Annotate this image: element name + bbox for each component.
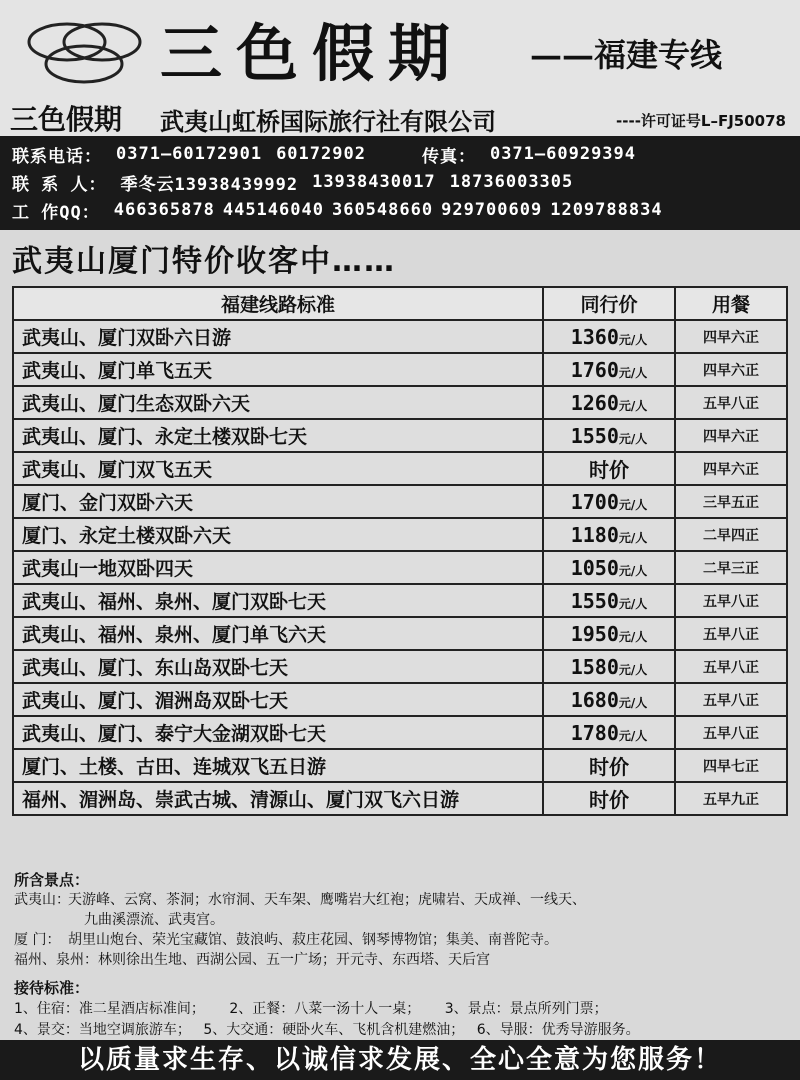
table-row xyxy=(13,518,787,551)
standard-attractions: 3、景点：景点所列门票； xyxy=(444,1001,608,1017)
route-price xyxy=(543,518,675,551)
price-value: 1360 xyxy=(570,324,619,349)
meal-plan: 五早九正 xyxy=(675,782,787,815)
price-unit: 元/人 xyxy=(618,398,648,413)
qq-line xyxy=(12,196,788,224)
standards-title: 接待标准： xyxy=(14,979,90,997)
table-row xyxy=(13,683,787,716)
route-name: 武夷山、厦门、永定土楼双卧七天 xyxy=(13,419,543,452)
route-price xyxy=(543,683,675,716)
price-value: 1180 xyxy=(570,522,619,547)
meal-plan: 五早八正 xyxy=(675,617,787,650)
route-name: 武夷山、厦门双飞五天 xyxy=(13,452,543,485)
xiamen-attractions: 胡里山炮台、荣光宝藏馆、鼓浪屿、菽庄花园、钢琴博物馆；集美、南普陀寺。 xyxy=(68,932,558,948)
three-circles-logo-icon xyxy=(22,18,142,88)
attraction-line-fuzhou-quanzhou xyxy=(14,950,794,970)
contact-box xyxy=(0,136,800,230)
price-value: 时价 xyxy=(589,755,629,779)
meal-plan: 五早八正 xyxy=(675,386,787,419)
table-row xyxy=(13,386,787,419)
price-unit: 元/人 xyxy=(618,497,648,512)
meal-column-header: 用餐 xyxy=(675,287,787,320)
contact-person: 季冬云13938439992 xyxy=(120,174,299,195)
price-value: 1700 xyxy=(570,489,619,514)
price-unit: 元/人 xyxy=(618,662,648,677)
header xyxy=(0,0,800,96)
meal-plan: 二早三正 xyxy=(675,551,787,584)
service-standards-section xyxy=(14,978,794,1041)
route-price xyxy=(543,749,675,782)
standard-long-transport: 5、大交通：硬卧火车、飞机含机建燃油； xyxy=(203,1022,465,1038)
route-rows xyxy=(13,320,787,815)
price-value: 1950 xyxy=(570,621,619,646)
table-row xyxy=(13,617,787,650)
route-price xyxy=(543,419,675,452)
meal-plan: 五早八正 xyxy=(675,584,787,617)
meal-plan: 四早六正 xyxy=(675,419,787,452)
standard-meals: 2、正餐：八菜一汤十人一桌； xyxy=(229,1001,421,1017)
route-price xyxy=(543,650,675,683)
qq-number-5: 1209788834 xyxy=(550,200,663,220)
price-unit: 元/人 xyxy=(618,728,648,743)
route-price xyxy=(543,353,675,386)
page-title: 三色假期 xyxy=(160,17,465,90)
price-unit: 元/人 xyxy=(618,365,648,380)
company-row xyxy=(0,96,800,136)
qq-label: 工 作QQ： xyxy=(12,202,100,223)
route-price xyxy=(543,584,675,617)
price-unit: 元/人 xyxy=(618,332,648,347)
price-value: 时价 xyxy=(589,458,629,482)
meal-plan: 四早七正 xyxy=(675,749,787,782)
mobile-number-2: 13938430017 xyxy=(312,172,436,192)
price-value: 1260 xyxy=(570,390,619,415)
route-name: 武夷山、厦门、东山岛双卧七天 xyxy=(13,650,543,683)
price-value: 1760 xyxy=(570,357,619,382)
meal-plan: 四早六正 xyxy=(675,320,787,353)
attractions-title: 所含景点： xyxy=(14,871,90,889)
promo-headline: 武夷山厦门特价收客中…… xyxy=(12,244,396,279)
table-row xyxy=(13,749,787,782)
phone-line xyxy=(12,140,788,168)
standards-line-2 xyxy=(14,1020,794,1041)
standard-guide: 6、导服：优秀导游服务。 xyxy=(476,1022,640,1038)
table-row xyxy=(13,485,787,518)
price-unit: 元/人 xyxy=(618,695,648,710)
route-name: 厦门、金门双卧六天 xyxy=(13,485,543,518)
meal-plan: 三早五正 xyxy=(675,485,787,518)
attraction-line-xiamen xyxy=(14,930,794,950)
table-row xyxy=(13,584,787,617)
fax-label: 传真： xyxy=(421,146,476,167)
meal-plan: 二早四正 xyxy=(675,518,787,551)
qq-number-4: 929700609 xyxy=(441,200,543,220)
route-price xyxy=(543,320,675,353)
route-price xyxy=(543,617,675,650)
phone-number-2: 60172902 xyxy=(276,144,366,164)
route-price xyxy=(543,782,675,815)
company-name: 武夷山虹桥国际旅行社有限公司 xyxy=(160,108,496,136)
table-row xyxy=(13,650,787,683)
table-row xyxy=(13,551,787,584)
route-name: 武夷山、厦门、湄洲岛双卧七天 xyxy=(13,683,543,716)
attraction-line-wuyi-cont: 九曲溪漂流、武夷宫。 xyxy=(84,912,224,928)
route-price xyxy=(543,716,675,749)
route-name: 武夷山、厦门单飞五天 xyxy=(13,353,543,386)
route-name: 武夷山、厦门双卧六日游 xyxy=(13,320,543,353)
standard-local-transport: 4、景交：当地空调旅游车； xyxy=(14,1022,191,1038)
route-name: 武夷山、厦门生态双卧六天 xyxy=(13,386,543,419)
price-value: 1680 xyxy=(570,687,619,712)
person-label: 联 系 人： xyxy=(12,174,107,195)
route-column-header: 福建线路标准 xyxy=(13,287,543,320)
route-name: 武夷山、福州、泉州、厦门双卧七天 xyxy=(13,584,543,617)
table-row xyxy=(13,419,787,452)
qq-number-2: 445146040 xyxy=(222,200,324,220)
table-row xyxy=(13,452,787,485)
standards-line-1 xyxy=(14,999,794,1020)
route-price-table xyxy=(12,286,788,816)
person-line xyxy=(12,168,788,196)
price-value: 1050 xyxy=(570,555,619,580)
table-row xyxy=(13,320,787,353)
price-value: 1580 xyxy=(570,654,619,679)
price-unit: 元/人 xyxy=(618,530,648,545)
route-price xyxy=(543,386,675,419)
route-name: 武夷山、厦门、泰宁大金湖双卧七天 xyxy=(13,716,543,749)
meal-plan: 四早六正 xyxy=(675,353,787,386)
fuzhou-quanzhou-attractions: 林则徐出生地、西湖公园、五一广场；开元寺、东西塔、天后宫 xyxy=(98,952,490,968)
page-subtitle: ——福建专线 xyxy=(530,36,723,74)
wuyi-attractions: 天游峰、云窝、茶洞；水帘洞、天车架、鹰嘴岩大红袍；虎啸岩、天成禅、一线天、 xyxy=(68,892,586,908)
license-number: ----许可证号L–FJ50078 xyxy=(616,112,786,130)
price-unit: 元/人 xyxy=(618,596,648,611)
meal-plan: 五早八正 xyxy=(675,716,787,749)
qq-number-1: 466365878 xyxy=(113,200,215,220)
attraction-line-wuyi xyxy=(14,890,794,910)
phone-label: 联系电话： xyxy=(12,146,102,167)
route-name: 福州、湄洲岛、崇武古城、清源山、厦门双飞六日游 xyxy=(13,782,543,815)
wuyi-label: 武夷山： xyxy=(14,892,70,908)
attractions-section xyxy=(14,870,794,970)
table-row xyxy=(13,782,787,815)
route-price xyxy=(543,551,675,584)
price-unit: 元/人 xyxy=(618,629,648,644)
price-value: 1550 xyxy=(570,588,619,613)
route-name: 厦门、土楼、古田、连城双飞五日游 xyxy=(13,749,543,782)
price-unit: 元/人 xyxy=(618,431,648,446)
qq-number-3: 360548660 xyxy=(331,200,434,220)
phone-number-1: 0371—60172901 xyxy=(116,144,263,164)
standard-accommodation: 1、住宿：准二星酒店标准间； xyxy=(14,1001,205,1017)
meal-plan: 四早六正 xyxy=(675,452,787,485)
price-unit: 元/人 xyxy=(618,563,648,578)
fuzhou-quanzhou-label: 福州、泉州： xyxy=(14,952,98,968)
mobile-number-3: 18736003305 xyxy=(449,172,574,192)
route-name: 厦门、永定土楼双卧六天 xyxy=(13,518,543,551)
footer-slogan: 以质量求生存、以诚信求发展、全心全意为您服务！ xyxy=(0,1040,800,1080)
route-price xyxy=(543,452,675,485)
xiamen-label: 厦 门： xyxy=(14,932,61,948)
table-row xyxy=(13,716,787,749)
price-value: 1550 xyxy=(570,423,619,448)
route-name: 武夷山、福州、泉州、厦门单飞六天 xyxy=(13,617,543,650)
table-row xyxy=(13,353,787,386)
table-header-row xyxy=(13,287,787,320)
price-column-header: 同行价 xyxy=(543,287,675,320)
price-value: 时价 xyxy=(589,788,629,812)
route-name: 武夷山一地双卧四天 xyxy=(13,551,543,584)
route-price xyxy=(543,485,675,518)
price-value: 1780 xyxy=(570,720,619,745)
brand-name: 三色假期 xyxy=(10,103,123,136)
fax-number: 0371—60929394 xyxy=(489,144,637,164)
meal-plan: 五早八正 xyxy=(675,683,787,716)
meal-plan: 五早八正 xyxy=(675,650,787,683)
